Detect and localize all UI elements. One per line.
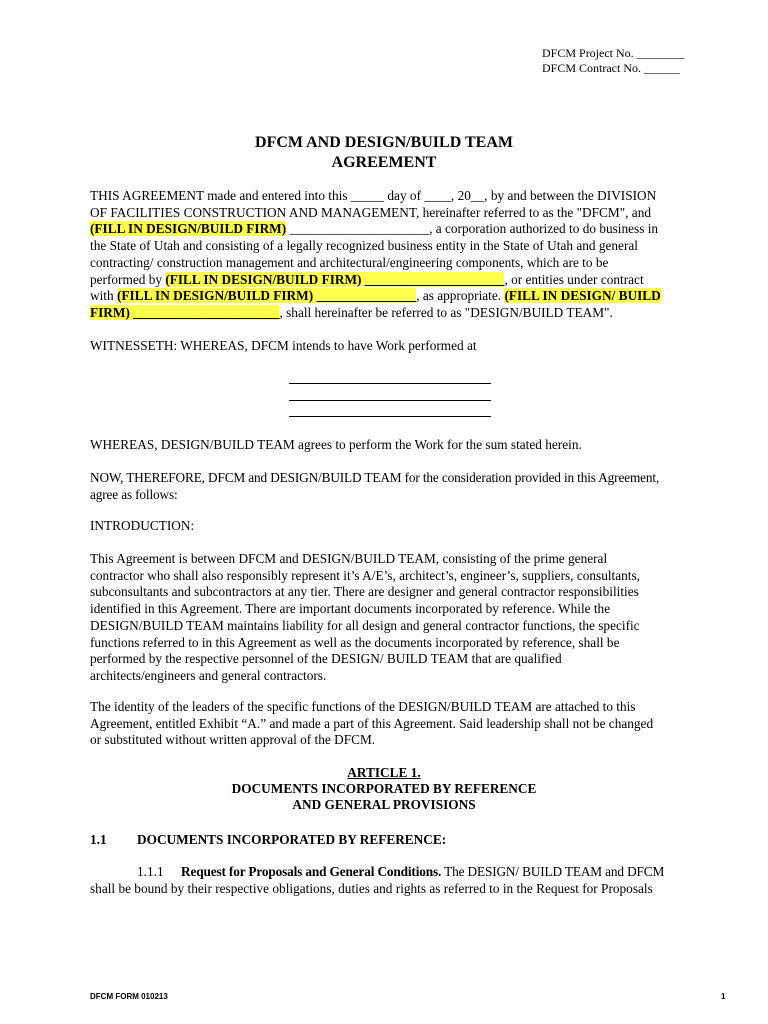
work-location-blank-2 [289,400,491,401]
identity-paragraph: The identity of the leaders of the specific functions of the DESIGN/BUILD TEAM are attached to this Agreement, entitled Exhibit “A.” and made a part of this Agreement. Said leadership shall not be changed or substituted without written approval of the DFCM. [90,699,654,748]
agreement-line: FIRM) ______________________, shall hereinafter be referred to as "DESIGN/BUILD TEAM". [90,304,613,320]
agreement-line: performed by (FILL IN DESIGN/BUILD FIRM) _____________________, or entities under contract [90,271,644,287]
header-block [542,46,685,76]
fill-in-firm-highlight: (FILL IN DESIGN/ BUILD [504,288,661,304]
article-title-line1: DOCUMENTS INCORPORATED BY REFERENCE [231,781,537,796]
whereas-text: WHEREAS, DESIGN/BUILD TEAM agrees to perform the Work for the sum stated herein. [90,437,582,452]
section-1-1-title: DOCUMENTS INCORPORATED BY REFERENCE: [137,832,447,847]
work-location-blank-3 [289,416,491,417]
document-title-line2: AGREEMENT [331,154,437,171]
article-number: ARTICLE 1. [347,765,421,780]
agreement-line: OF FACILITIES CONSTRUCTION AND MANAGEMENT, hereinafter referred to as the "DFCM", and [90,204,651,220]
agreement-line: with (FILL IN DESIGN/BUILD FIRM) _______________, as appropriate. (FILL IN DESIGN/ BUILD [90,288,661,304]
introduction-paragraph: This Agreement is between DFCM and DESIGN/BUILD TEAM, consisting of the prime general contractor who shall also responsibly represent it’s A/E’s, architect’s, engineer’s, suppliers, consultants, subconsultants and subcontractors at any tier. There are designer and general contractor responsibilities identified in this Agreement. There are important documents incorporated by reference. While the DESIGN/BUILD TEAM maintains liability for all design and general contractor functions, the specific functions referred to in this Agreement as well as the documents incorporated by reference, shall be performed by the respective personnel of the DESIGN/ BUILD TEAM that are qualified architects/engineers and general contractors. [90,551,640,683]
article-title-line2: AND GENERAL PROVISIONS [292,797,476,812]
fill-in-firm-highlight: (FILL IN DESIGN/BUILD FIRM) _______________ [116,288,417,304]
footer-form-number: DFCM FORM 010213 [90,992,168,1001]
contract-number: DFCM Contract No. ______ [542,61,680,75]
section-1-1-1-line2: shall be bound by their respective obligations, duties and rights as referred to in the Request for Proposals [90,881,653,896]
now-therefore-paragraph: NOW, THEREFORE, DFCM and DESIGN/BUILD TEAM for the consideration provided in this Agreement, agree as follows: [90,470,660,502]
section-1-1-1-line1: Request for Proposals and General Conditions. The DESIGN/ BUILD TEAM and DFCM [181,864,665,879]
section-1-1-1-number: 1.1.1 [137,864,164,879]
introduction-heading: INTRODUCTION: [90,518,195,533]
agreement-line: the State of Utah and consisting of a legally recognized business entity in the State of Utah and general [90,238,638,254]
agreement-line: THIS AGREEMENT made and entered into this _____ day of ____, 20__, by and between the DIVISION [90,188,657,203]
agreement-paragraph [90,188,661,322]
fill-in-firm-highlight: (FILL IN DESIGN/BUILD FIRM) _____________________ [165,271,505,287]
document-title-line1: DFCM AND DESIGN/BUILD TEAM [255,134,513,151]
fill-in-firm-highlight: FIRM) ______________________ [90,304,280,320]
project-number: DFCM Project No. ________ [542,46,685,60]
work-location-blank-1 [289,383,491,384]
agreement-line: (FILL IN DESIGN/BUILD FIRM) _____________________, a corporation authorized to do business in [90,221,659,237]
section-1-1-1-title: Request for Proposals and General Conditions. [181,864,442,879]
agreement-line: contracting/ construction management and architectural/engineering components, which are to be [90,254,609,270]
footer-page-number: 1 [721,992,726,1001]
fill-in-firm-highlight: (FILL IN DESIGN/BUILD FIRM) [90,221,287,237]
section-1-1-number: 1.1 [90,832,107,847]
witnesseth-text: WITNESSETH: WHEREAS, DFCM intends to have Work performed at [90,338,477,353]
